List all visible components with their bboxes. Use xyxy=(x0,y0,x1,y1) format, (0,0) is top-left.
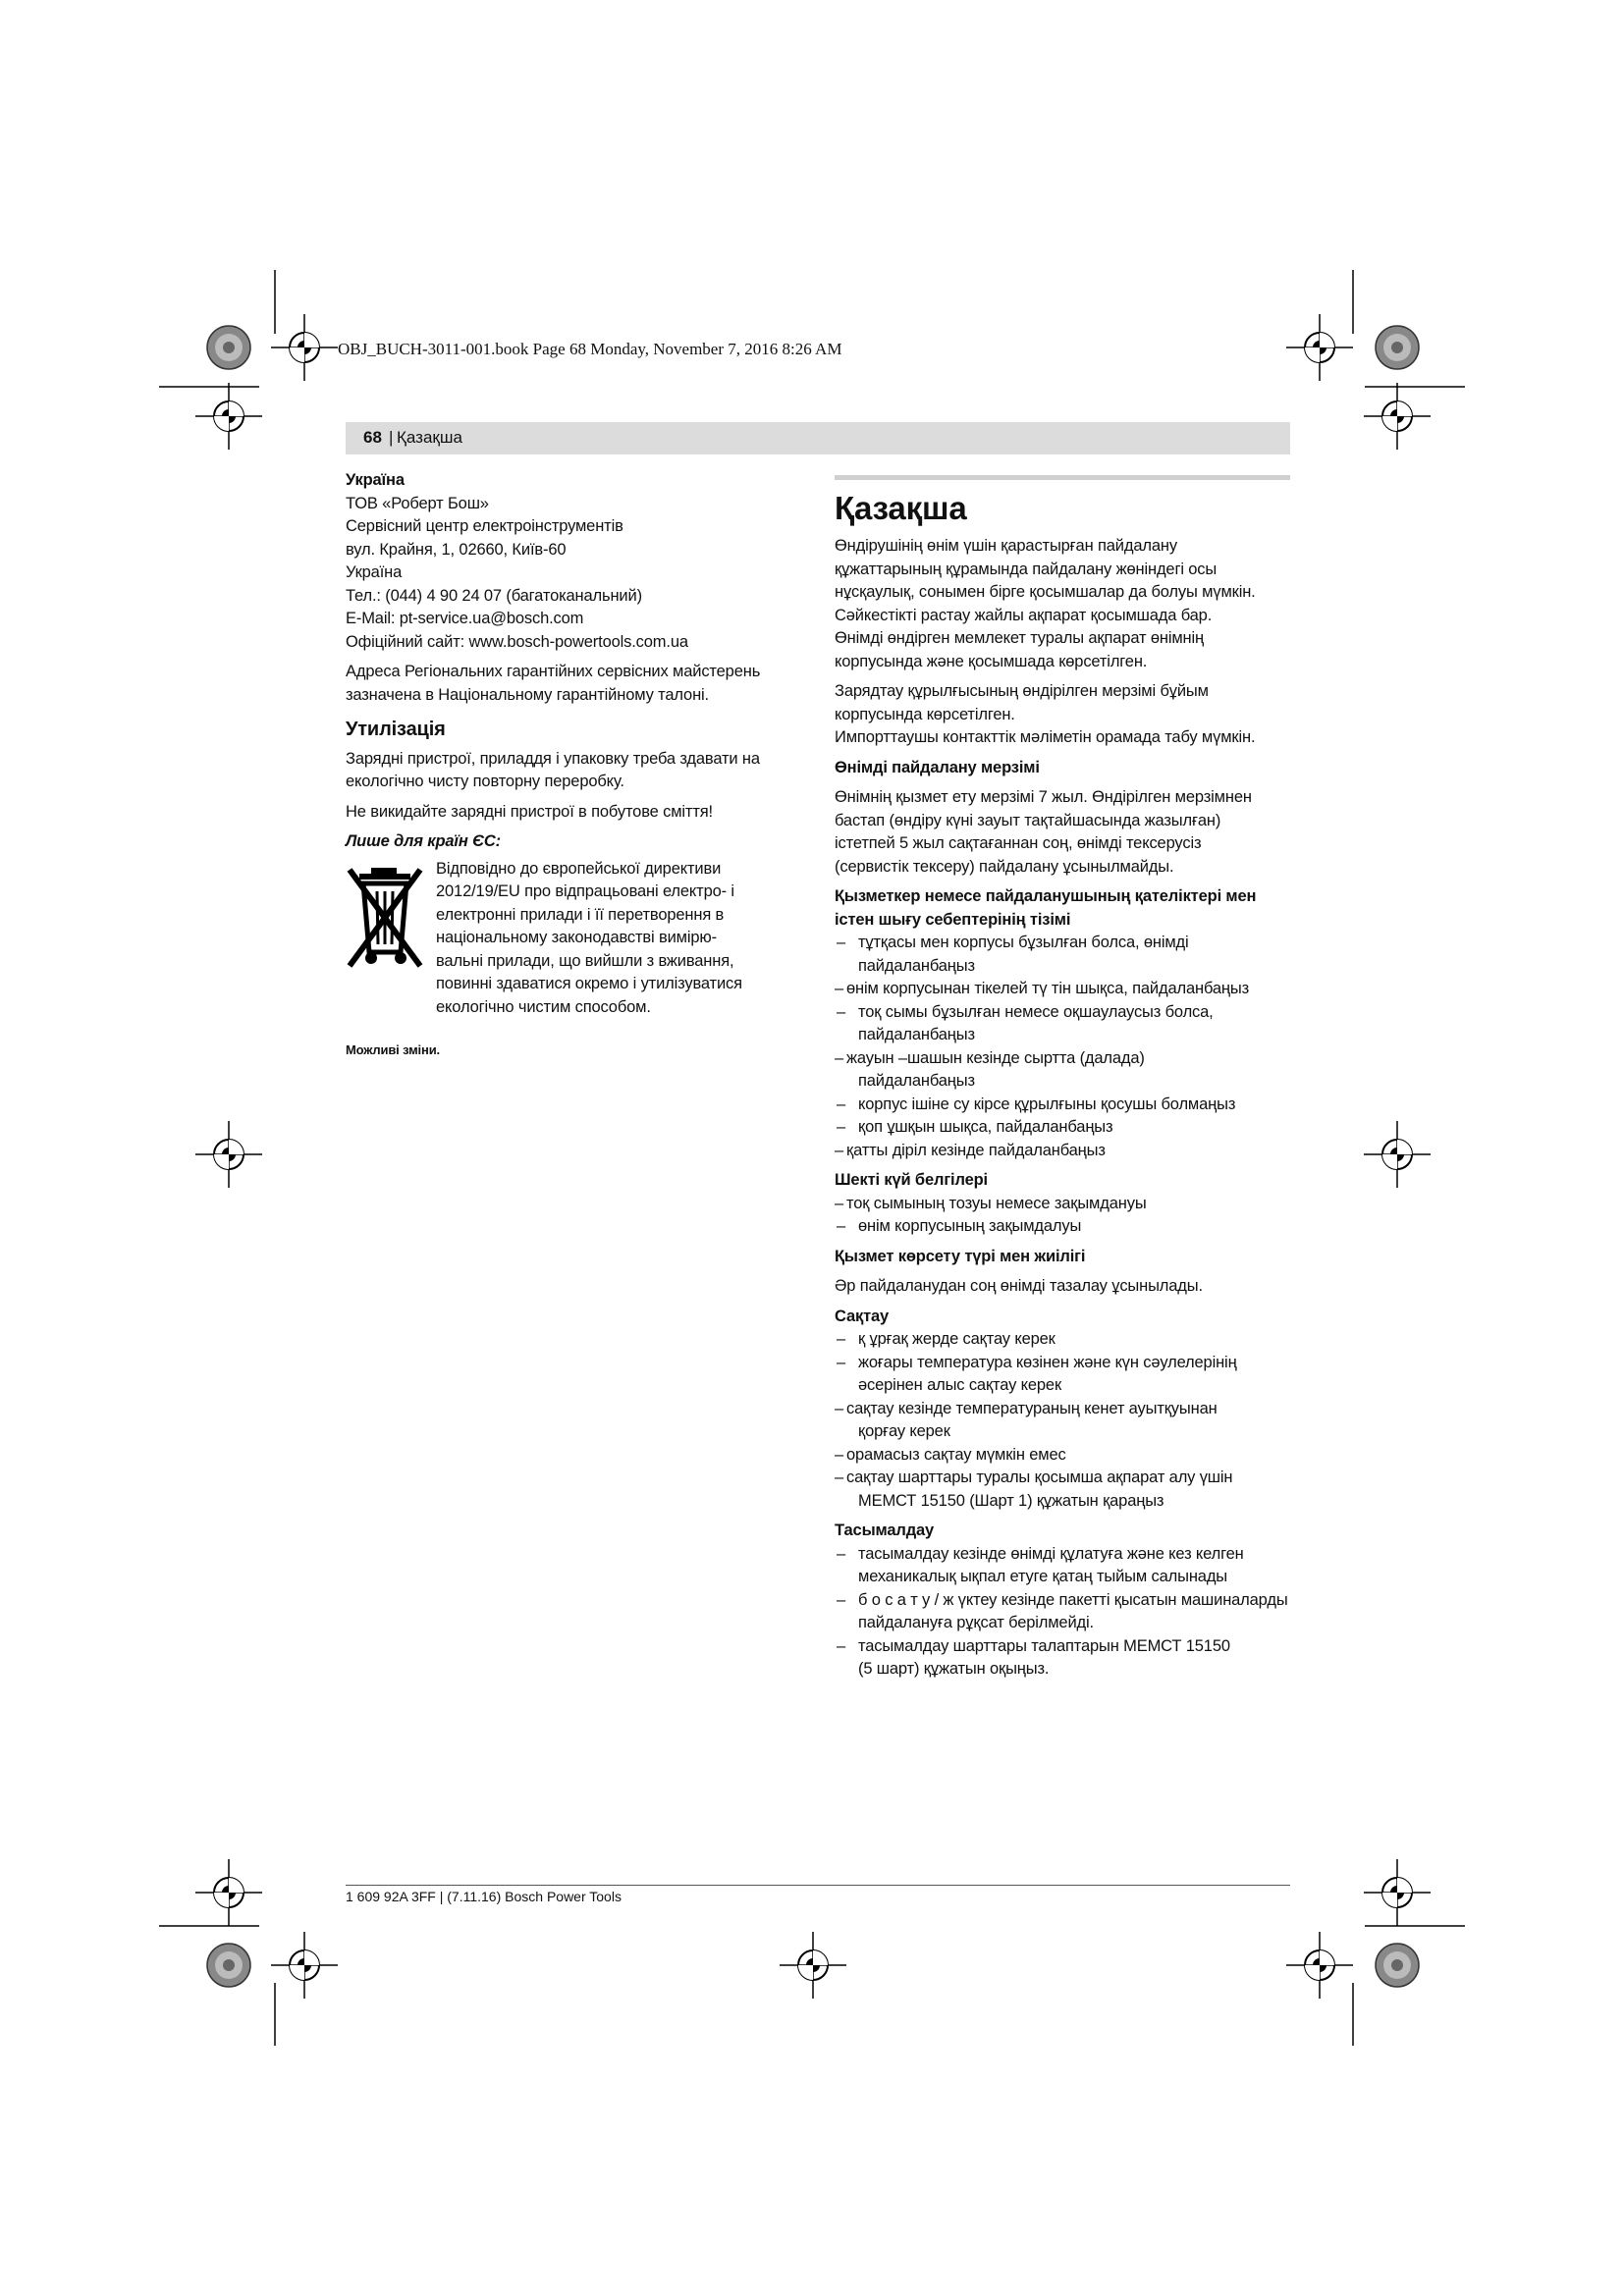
list-item: – орамасыз сақтау мүмкін емес xyxy=(835,1444,1296,1468)
limit-state-heading: Шекті күй белгілері xyxy=(835,1171,988,1189)
service-life-paragraph xyxy=(835,786,1296,879)
service-life-heading: Өнімді пайдалану мерзімі xyxy=(835,758,1040,776)
website-line: Офіційний сайт: www.bosch-powertools.com.ua xyxy=(346,632,688,651)
list-item: – сақтау кезінде температураның кенет ауытқуынан қорғау керек xyxy=(835,1398,1296,1444)
list-item: – сақтау шарттары туралы қосымша ақпарат алу үшін МЕМСТ 15150 (Шарт 1) құжатын қараңыз xyxy=(835,1467,1296,1513)
errors-heading-line: істен шығу себептерінің тізімі xyxy=(835,910,1071,929)
storage-list xyxy=(835,1328,1296,1513)
list-item: – тоқ сымы бұзылған немесе оқшаулаусыз болса, пайдаланбаңыз xyxy=(835,1001,1296,1047)
eu-directive-block xyxy=(346,858,797,1020)
eu-line: вальні прилади, що вийшли з вживання, xyxy=(436,951,734,970)
limit-state-list xyxy=(835,1193,1296,1239)
storage-heading: Сақтау xyxy=(835,1307,890,1325)
eu-line: електронні прилади і її перетворення в xyxy=(436,905,725,924)
list-item: – қ ұрғақ жерде сақтау керек xyxy=(835,1328,1296,1352)
service-life-line: істетпей 5 жыл сақтағаннан соң, өнімді тексерусіз xyxy=(835,834,1202,852)
address-line: Україна xyxy=(346,563,403,581)
errors-heading-line: Қызметкер немесе пайдаланушының қателіктері мен xyxy=(835,887,1257,905)
regional-note xyxy=(346,661,797,707)
service-life-line: Өнімнің қызмет ету мерзімі 7 жыл. Өндірілген мерзімнен xyxy=(835,788,1252,806)
list-item: – тасымалдау кезінде өнімді құлатуға және кез келген механикалық ықпал етуге қатаң тыйым салынады xyxy=(835,1543,1296,1589)
list-item: – өнім корпусының зақымдалуы xyxy=(835,1215,1296,1239)
right-column xyxy=(835,469,1296,1682)
transport-heading: Тасымалдау xyxy=(835,1522,935,1539)
footer-rule xyxy=(346,1885,1290,1886)
service-life-line: (сервистік тексеру) пайдалану ұсынылмайды. xyxy=(835,857,1174,876)
section-rule xyxy=(835,475,1290,480)
disposal-line: екологічно чисту повторну переробку. xyxy=(346,773,624,790)
eu-heading: Лише для країн ЄС: xyxy=(346,832,501,850)
page-footer: 1 609 92A 3FF | (7.11.16) Bosch Power Tools xyxy=(346,1889,622,1904)
service-address xyxy=(346,493,797,655)
regional-note-line: зазначена в Національному гарантійному талоні. xyxy=(346,685,709,704)
eu-line: Відповідно до європейської директиви xyxy=(436,859,722,878)
left-column xyxy=(346,469,797,1062)
page-number: 68 xyxy=(363,428,382,447)
header-separator: | xyxy=(389,428,394,447)
intro-line: нұсқаулық, сонымен бірге қосымшалар да болуы мүмкін. xyxy=(835,583,1256,601)
intro-line: Өнімді өндірген мемлекет туралы ақпарат өнімнің xyxy=(835,629,1204,647)
disposal-line: Зарядні пристрої, приладдя і упаковку треба здавати на xyxy=(346,749,760,768)
address-line: ТОВ «Роберт Бош» xyxy=(346,494,489,512)
list-item: – жоғары температура көзінен және күн сәулелерінің әсерінен алыс сақтау керек xyxy=(835,1352,1296,1398)
disposal-warning: Не викидайте зарядні пристрої в побутове сміття! xyxy=(346,802,713,821)
list-item: – тоқ сымының тозуы немесе зақымдануы xyxy=(835,1193,1296,1216)
list-item: – б о с а т у / ж үктеу кезінде пакетті қысатын машиналарды пайдалануға рұқсат берілмейді. xyxy=(835,1589,1296,1635)
maintenance-text: Әр пайдаланудан соң өнімді тазалау ұсынылады. xyxy=(835,1277,1203,1295)
regional-note-line: Адреса Регіональних гарантійних сервісних майстерень xyxy=(346,663,761,680)
page-header-bar xyxy=(346,422,1290,454)
header-language: Қазақша xyxy=(397,428,462,447)
list-item: – тасымалдау шарттары талаптарын МЕМСТ 15150 (5 шарт) құжатын оқыңыз. xyxy=(835,1635,1296,1682)
production-line: Зарядтау құрылғысының өндірілген мерзімі бұйым xyxy=(835,682,1209,700)
list-item: – қатты діріл кезінде пайдаланбаңыз xyxy=(835,1140,1296,1163)
maintenance-heading: Қызмет көрсету түрі мен жиілігі xyxy=(835,1247,1086,1265)
file-slug: OBJ_BUCH-3011-001.book Page 68 Monday, November 7, 2016 8:26 AM xyxy=(338,340,842,358)
production-line: Импорттаушы контакттік мәліметін орамада табу мүмкін. xyxy=(835,728,1256,746)
address-line: вул. Крайня, 1, 02660, Київ-60 xyxy=(346,540,567,559)
list-item: – жауын –шашын кезінде сыртта (далада) пайдаланбаңыз xyxy=(835,1047,1296,1094)
production-paragraph xyxy=(835,680,1296,750)
ukraine-heading: Україна xyxy=(346,471,405,489)
section-title: Қазақша xyxy=(835,490,967,526)
transport-list xyxy=(835,1543,1296,1682)
intro-line: құжаттарының құрамында пайдалану жөніндегі осы xyxy=(835,560,1218,578)
address-line: Сервісний центр електроінструментів xyxy=(346,517,623,535)
intro-line: Сәйкестікті растау жайлы ақпарат қосымшада бар. xyxy=(835,606,1213,624)
email-line: E-Mail: pt-service.ua@bosch.com xyxy=(346,610,584,627)
eu-line: повинні здаватися окремо і утилізуватися xyxy=(436,975,742,992)
errors-heading xyxy=(835,885,1296,932)
list-item: – тұтқасы мен корпусы бұзылған болса, өнімді пайдаланбаңыз xyxy=(835,932,1296,978)
eu-directive-text xyxy=(436,858,797,1020)
intro-line: корпусында және қосымшада көрсетілген. xyxy=(835,652,1148,670)
list-item: – өнім корпусынан тікелей тү тін шықса, пайдаланбаңыз xyxy=(835,978,1296,1001)
eu-line: екологічно чистим способом. xyxy=(436,997,651,1016)
production-line: корпусында көрсетілген. xyxy=(835,705,1015,723)
service-life-line: бастап (өндіру күні зауыт тақтайшасында жазылған) xyxy=(835,811,1221,829)
eu-line: 2012/19/EU про відпрацьовані електро- і xyxy=(436,882,734,900)
changes-note: Можливі зміни. xyxy=(346,1042,441,1057)
list-item: – қоп ұшқын шықса, пайдаланбаңыз xyxy=(835,1116,1296,1140)
crossed-out-wheelie-bin-icon xyxy=(346,862,424,970)
phone-line: Тел.: (044) 4 90 24 07 (багатоканальний) xyxy=(346,586,642,605)
list-item: – корпус ішіне су кірсе құрылғыны қосушы болмаңыз xyxy=(835,1094,1296,1117)
eu-line: національному законодавстві вимірю- xyxy=(436,929,717,946)
intro-paragraph xyxy=(835,535,1296,673)
intro-line: Өндірушінің өнім үшін қарастырған пайдалану xyxy=(835,537,1177,555)
disposal-heading: Утилізація xyxy=(346,719,446,740)
errors-list xyxy=(835,932,1296,1162)
